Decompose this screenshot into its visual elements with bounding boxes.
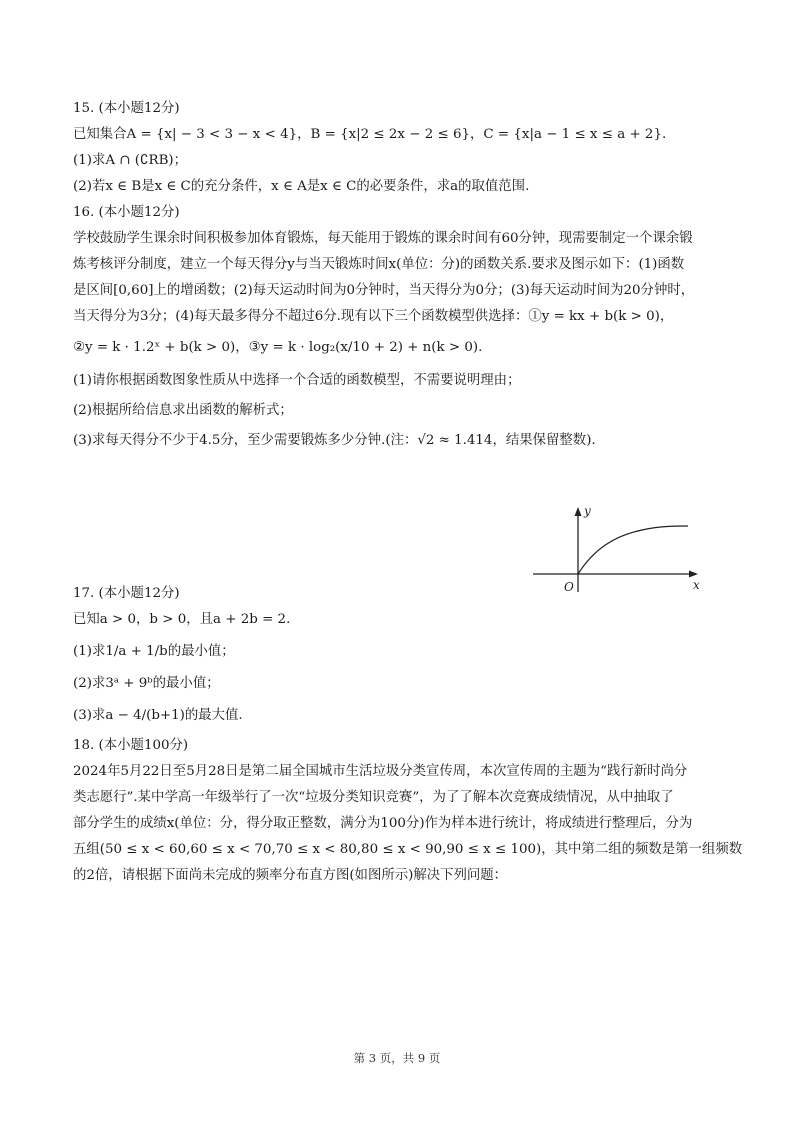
q18-stem-line: 部分学生的成绩x(单位：分，得分取正整数，满分为100分)作为样本进行统计，将成绩进行整理后，分为 bbox=[73, 816, 693, 831]
q18-stem-line: 的2倍，请根据下面尚未完成的频率分布直方图(如图所示)解决下列问题： bbox=[73, 868, 508, 883]
q15-part1: (1)求A ∩ (∁RB)； bbox=[73, 153, 188, 168]
y-axis-label: y bbox=[584, 504, 591, 518]
q16-stem-line: 当天得分为3分；(4)每天最多得分不超过6分.现有以下三个函数模型供选择：①y = kx + b(k > 0)， bbox=[73, 309, 674, 324]
q16-stem-line: 炼考核评分制度，建立一个每天得分y与当天锻炼时间x(单位：分)的函数关系.要求及图示如下：(1)函数 bbox=[73, 257, 685, 272]
q16-part1: (1)请你根据函数图象性质从中选择一个合适的函数模型，不需要说明理由； bbox=[73, 373, 521, 388]
q15-part2: (2)若x ∈ B是x ∈ C的充分条件，x ∈ A是x ∈ C的必要条件，求a的取值范围. bbox=[73, 179, 530, 194]
q16-function-graph bbox=[530, 503, 710, 593]
origin-label: O bbox=[564, 580, 574, 593]
q16-stem-line: 学校鼓励学生课余时间积极参加体育锻炼，每天能用于锻炼的课余时间有60分钟，现需要制定一个课余锻 bbox=[73, 231, 693, 246]
page-footer: 第 3 页，共 9 页 bbox=[353, 1051, 441, 1065]
x-axis-arrow bbox=[689, 571, 698, 578]
q18-stem-line: 类志愿行”.某中学高一年级举行了一次“垃圾分类知识竞赛”，为了了解本次竞赛成绩情况，从中抽取了 bbox=[73, 790, 674, 805]
q16-title: 16. (本小题12分) bbox=[73, 205, 180, 220]
q18-stem-line: 2024年5月22日至5月28日是第二届全国城市生活垃圾分类宣传周，本次宣传周的主题为“践行新时尚分 bbox=[73, 764, 688, 779]
q17-stem: 已知a > 0，b > 0，且a + 2b = 2. bbox=[73, 612, 291, 627]
q15-title: 15. (本小题12分) bbox=[73, 101, 180, 116]
q18-title: 18. (本小题100分) bbox=[73, 738, 189, 753]
q18-stem-line: 五组(50 ≤ x < 60,60 ≤ x < 70,70 ≤ x < 80,80 ≤ x < 90,90 ≤ x ≤ 100)，其中第二组的频数是第一组频数 bbox=[73, 842, 743, 857]
q16-stem-line: ②y = k · 1.2ˣ + b(k > 0)，③y = k · log₂(x/10 + 2) + n(k > 0). bbox=[73, 340, 483, 355]
q16-part3: (3)求每天得分不少于4.5分，至少需要锻炼多少分钟.(注：√2 ≈ 1.414，结果保留整数). bbox=[73, 433, 596, 448]
exam-page bbox=[73, 98, 743, 886]
q17-part1: (1)求1/a + 1/b的最小值； bbox=[73, 644, 235, 659]
y-axis-arrow bbox=[575, 507, 582, 516]
q16-stem-line: 是区间[0,60]上的增函数；(2)每天运动时间为0分钟时，当天得分为0分；(3)每天运动时间为20分钟时， bbox=[73, 283, 695, 298]
q17-title: 17. (本小题12分) bbox=[73, 586, 180, 601]
q15-stem: 已知集合A = {x| − 3 < 3 − x < 4}，B = {x|2 ≤ 2x − 2 ≤ 6}，C = {x|a − 1 ≤ x ≤ a + 2}. bbox=[73, 127, 667, 142]
x-axis-label: x bbox=[693, 578, 700, 592]
q17-part2: (2)求3ᵃ + 9ᵇ的最小值； bbox=[73, 676, 220, 691]
q16-part2: (2)根据所给信息求出函数的解析式； bbox=[73, 403, 293, 418]
function-curve bbox=[578, 526, 688, 574]
q17-part3: (3)求a − 4/(b+1)的最大值. bbox=[73, 708, 243, 723]
